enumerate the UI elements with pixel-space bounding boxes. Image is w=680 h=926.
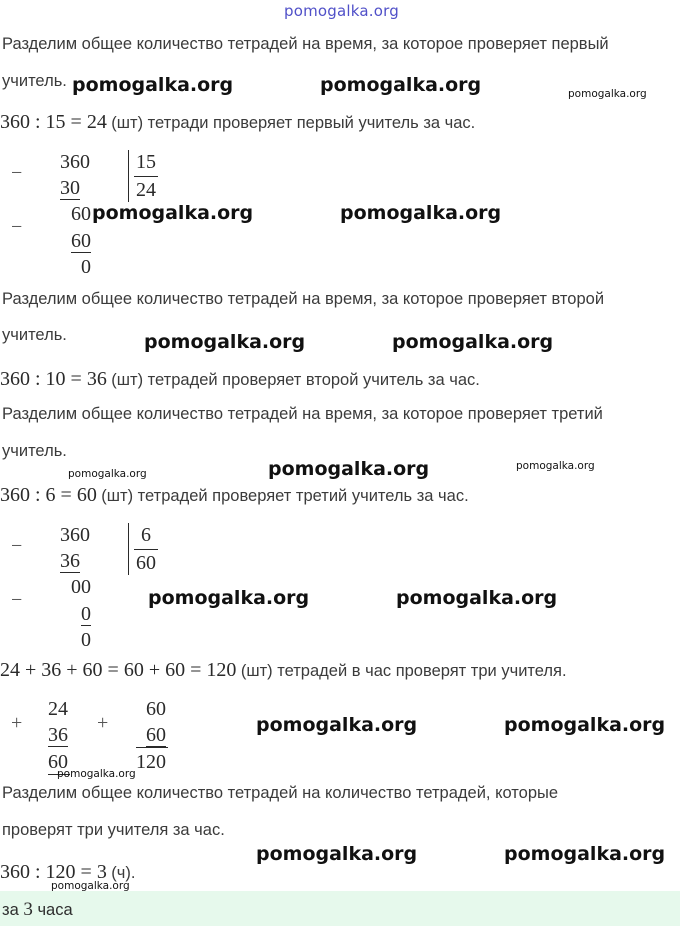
addend-2: 60 — [146, 724, 166, 746]
equation-3-math: 360 : 6 = 60 — [0, 484, 97, 506]
watermark: pomogalka.org — [568, 88, 647, 100]
paragraph-4-line-1: Разделим общее количество тетрадей на количество тетрадей, которые — [2, 784, 559, 802]
watermark: pomogalka.org — [51, 880, 130, 892]
answer-suffix: часа — [37, 901, 73, 919]
plus-sign: + — [97, 712, 109, 734]
plus-sign: + — [11, 712, 23, 734]
watermark: pomogalka.org — [144, 331, 306, 353]
paragraph-3-line-1: Разделим общее количество тетрадей на время, за которое проверяет третий — [2, 405, 603, 423]
watermark: pomogalka.org — [392, 331, 554, 353]
watermark: pomogalka.org — [504, 714, 666, 736]
site-logo[interactable]: pomogalka.org — [284, 2, 399, 20]
paragraph-2-line-2: учитель. — [2, 326, 67, 344]
quotient-line — [134, 176, 158, 177]
watermark: pomogalka.org — [320, 74, 482, 96]
watermark: pomogalka.org — [256, 714, 418, 736]
answer-prefix: за — [2, 901, 19, 919]
equation-3 — [0, 484, 469, 507]
watermark: pomogalka.org — [68, 468, 147, 480]
equation-2-text: (шт) тетрадей проверяет второй учитель за час. — [111, 371, 480, 389]
equation-1-math: 360 : 15 = 24 — [0, 111, 107, 133]
answer-text — [2, 899, 73, 921]
minus-sign: − — [11, 535, 23, 557]
watermark: pomogalka.org — [396, 587, 558, 609]
equation-1-text: (шт) тетради проверяет первый учитель за час. — [111, 114, 476, 132]
minus-sign: − — [11, 162, 23, 184]
divisor: 6 — [141, 524, 151, 546]
paragraph-3-line-2: учитель. — [2, 442, 67, 460]
watermark: pomogalka.org — [72, 74, 234, 96]
dividend: 360 — [60, 524, 90, 546]
addend-1: 24 — [48, 698, 68, 720]
subtrahend-2: 0 — [81, 603, 91, 625]
division-bar — [128, 523, 129, 575]
paragraph-1-line-1: Разделим общее количество тетрадей на время, за которое проверяет первый — [2, 35, 609, 53]
equation-2-math: 360 : 10 = 36 — [0, 368, 107, 390]
watermark: pomogalka.org — [148, 587, 310, 609]
division-bar — [128, 150, 129, 202]
equation-5-text: (ч). — [111, 864, 136, 882]
equation-1 — [0, 111, 475, 134]
subtrahend-2: 60 — [71, 230, 91, 252]
paragraph-4-line-2: проверят три учителя за час. — [2, 821, 225, 839]
remainder-1: 00 — [71, 576, 91, 598]
paragraph-2-line-1: Разделим общее количество тетрадей на время, за которое проверяет второй — [2, 290, 605, 308]
watermark: pomogalka.org — [92, 202, 254, 224]
equation-2 — [0, 368, 480, 391]
paragraph-1-line-2: учитель. — [2, 72, 67, 90]
watermark: pomogalka.org — [57, 768, 136, 780]
equation-4-math: 24 + 36 + 60 = 60 + 60 = 120 — [0, 659, 237, 681]
equation-5-math: 360 : 120 = 3 — [0, 861, 107, 883]
answer-number: 3 — [23, 899, 33, 920]
watermark: pomogalka.org — [268, 458, 430, 480]
quotient-line — [134, 549, 158, 550]
watermark: pomogalka.org — [504, 843, 666, 865]
equation-3-text: (шт) тетрадей проверяет третий учитель за час. — [101, 487, 469, 505]
sum: 120 — [136, 751, 166, 773]
subtrahend-1: 30 — [60, 177, 80, 199]
divisor: 15 — [136, 151, 156, 173]
quotient: 24 — [136, 179, 156, 201]
remainder-1: 60 — [71, 203, 91, 225]
addend-1: 60 — [146, 698, 166, 720]
dividend: 360 — [60, 151, 90, 173]
sum: 60 — [48, 751, 68, 773]
minus-sign: − — [11, 589, 23, 611]
sum-line — [136, 747, 168, 748]
equation-4 — [0, 659, 567, 682]
equation-4-text: (шт) тетрадей в час проверят три учителя. — [240, 662, 567, 680]
watermark: pomogalka.org — [340, 202, 502, 224]
remainder-2: 0 — [81, 629, 91, 651]
quotient: 60 — [136, 552, 156, 574]
watermark: pomogalka.org — [516, 460, 595, 472]
remainder-2: 0 — [81, 256, 91, 278]
subtrahend-1: 36 — [60, 550, 80, 572]
answer-box — [0, 891, 680, 926]
minus-sign: − — [11, 216, 23, 238]
addend-2: 36 — [48, 724, 68, 746]
watermark: pomogalka.org — [256, 843, 418, 865]
